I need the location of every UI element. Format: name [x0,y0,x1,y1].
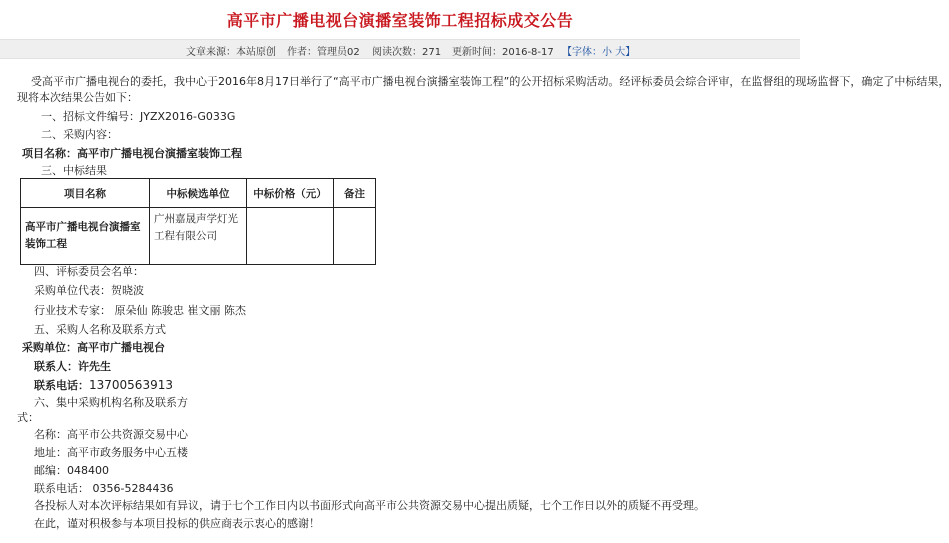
buyer-representative: 采购单位代表：贺晓波 [34,284,144,297]
buyer-phone [34,377,173,393]
technical-experts: 行业技术专家： 原朵仙 陈骏忠 崔文丽 陈杰 [34,304,246,317]
agency-heading-line2: 式： [17,411,39,424]
objection-notice: 各投标人对本次评标结果如有异议，请于七个工作日内以书面形式向高平市公共资源交易中心提出质疑，七个工作日以外的质疑不再受理。 [34,499,705,512]
font-size-switcher [562,43,635,58]
tender-number: 一、招标文件编号：JYZX2016-G033G [41,110,236,123]
article-source: 文章来源：本站原创 [186,47,276,58]
article-author: 作者：管理员02 [287,47,360,58]
article-update-time: 更新时间：2016-8-17 [452,47,554,58]
table-cell-company: 广州嘉晟声学灯光工程有限公司 [150,208,247,265]
table-header-cell: 中标价格（元） [247,179,334,208]
table-header-cell: 项目名称 [21,179,150,208]
table-cell-price [247,208,334,265]
font-size-suffix: 】 [625,47,636,58]
procurement-content-heading: 二、采购内容： [41,128,118,141]
table-header-row [21,179,376,208]
agency-phone: 联系电话： 0356-5284436 [34,482,174,495]
project-name-line: 项目名称：高平市广播电视台演播室装饰工程 [22,147,242,160]
page-title: 高平市广播电视台演播室装饰工程招标成交公告 [226,11,574,30]
font-size-prefix: 【字体： [562,47,602,58]
agency-name: 名称：高平市公共资源交易中心 [34,428,188,441]
intro-paragraph-line2: 现将本次结果公告如下： [17,91,138,104]
table-header-cell: 备注 [334,179,376,208]
table-cell-project: 高平市广播电视台演播室装饰工程 [21,208,150,265]
buyer-info-heading: 五、采购人名称及联系方式 [34,323,166,336]
committee-heading: 四、评标委员会名单： [34,265,144,278]
font-small-link[interactable]: 小 [602,47,612,58]
buyer-contact: 联系人：许先生 [34,360,111,373]
table-header-cell: 中标候选单位 [150,179,247,208]
agency-address: 地址：高平市政务服务中心五楼 [34,446,188,459]
agency-heading-line1: 六、集中采购机构名称及联系方 [34,396,188,409]
buyer-phone-label: 联系电话： [34,379,89,392]
intro-paragraph-line1: 受高平市广播电视台的委托，我中心于2016年8月17日举行了“高平市广播电视台演播室装饰工程”的公开招标采购活动。经评标委员会综合评审，在监督组的现场监督下，确定了中标结果， [31,75,949,88]
thanks-note: 在此，谨对积极参与本项目投标的供应商表示衷心的感谢！ [34,517,320,530]
article-read-count: 阅读次数：271 [372,47,442,58]
buyer-unit: 采购单位：高平市广播电视台 [22,341,165,354]
font-large-link[interactable]: 大 [615,47,626,58]
winning-result-table [20,178,376,265]
table-cell-remark [334,208,376,265]
buyer-phone-number: 13700563913 [89,378,173,392]
winning-result-heading: 三、中标结果 [41,164,107,177]
article-meta-bar [0,39,800,59]
table-row [21,208,376,265]
agency-postcode: 邮编：048400 [34,464,109,477]
